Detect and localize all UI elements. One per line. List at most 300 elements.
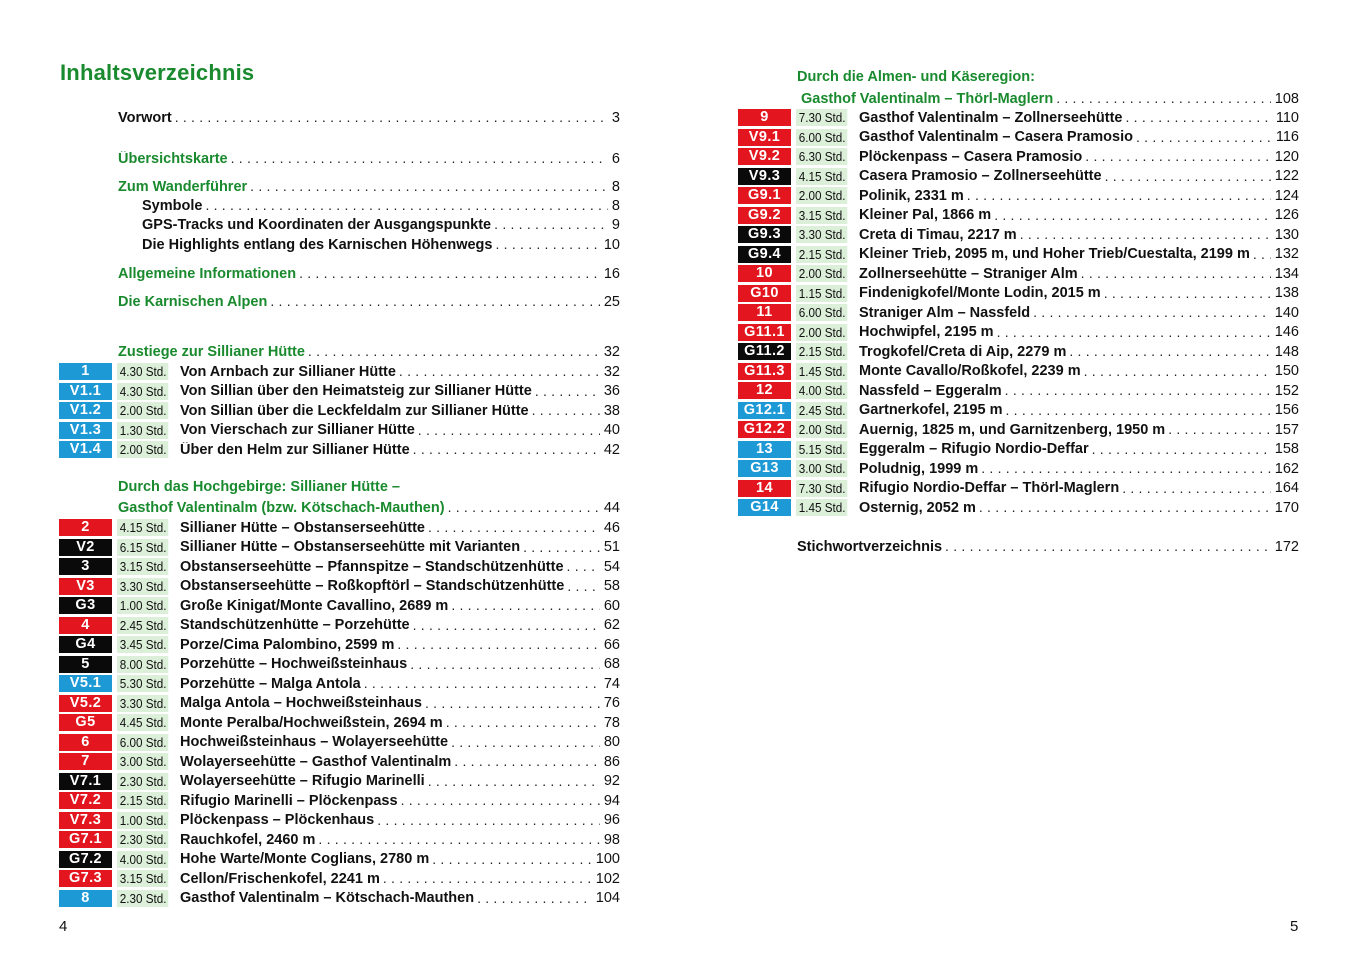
- entry-label: Trogkofel/Creta di Aip, 2279 m: [859, 343, 1067, 360]
- route-entry[interactable]: [738, 479, 1299, 499]
- entry-page: 146: [1274, 324, 1299, 341]
- route-entry[interactable]: [59, 382, 620, 402]
- route-entry[interactable]: [738, 323, 1299, 343]
- route-entry[interactable]: [59, 830, 620, 850]
- dot-leader: [425, 772, 600, 792]
- toc-entry[interactable]: [142, 215, 620, 235]
- entry-label: Standschützenhütte – Porzehütte: [180, 617, 410, 634]
- entry-page: 132: [1274, 246, 1299, 263]
- route-entry[interactable]: [59, 850, 620, 870]
- duration: 3.00 Std.: [117, 753, 168, 770]
- dot-leader: [492, 235, 599, 255]
- dot-leader: [448, 596, 600, 616]
- entry-label: Die Karnischen Alpen: [118, 293, 268, 310]
- entry-label: Zum Wanderführer: [118, 178, 248, 195]
- route-badge: 3: [59, 558, 112, 575]
- entry-label: Über den Helm zur Sillianer Hütte: [180, 441, 410, 458]
- route-badge: 8: [59, 890, 112, 907]
- route-badge: 7: [59, 753, 112, 770]
- route-badge: G13: [738, 460, 791, 477]
- entry-label: Vorwort: [118, 109, 172, 126]
- entry-page: 102: [595, 870, 620, 887]
- duration: 4.00 Std.: [796, 382, 847, 399]
- page-title: Inhaltsverzeichnis: [60, 60, 255, 85]
- duration: 2.00 Std.: [117, 441, 168, 458]
- route-badge: G9.1: [738, 187, 791, 204]
- dot-leader: [1133, 128, 1272, 148]
- toc-entry[interactable]: [118, 498, 620, 518]
- entry-label: Hohe Warte/Monte Coglians, 2780 m: [180, 851, 430, 868]
- dot-leader: [491, 215, 608, 235]
- entry-label: Gartnerkofel, 2195 m: [859, 402, 1003, 419]
- duration: 1.15 Std.: [796, 285, 847, 302]
- entry-page: 162: [1274, 460, 1299, 477]
- route-badge: V7.1: [59, 773, 112, 790]
- route-badge: 4: [59, 617, 112, 634]
- entry-page: 60: [603, 597, 620, 614]
- entry-page: 16: [603, 265, 620, 282]
- entry-label: Auernig, 1825 m, und Garnitzenberg, 1950 m: [859, 421, 1166, 438]
- route-badge: V9.1: [738, 129, 791, 146]
- route-entry[interactable]: [738, 459, 1299, 479]
- route-entry[interactable]: [59, 440, 620, 460]
- route-badge: 11: [738, 304, 791, 321]
- toc-entry[interactable]: [118, 342, 620, 362]
- entry-page: 110: [1275, 109, 1299, 126]
- entry-label: Gasthof Valentinalm (bzw. Kötschach-Mauthen): [118, 499, 445, 516]
- dot-leader: [422, 694, 600, 714]
- entry-label: Polinik, 2331 m: [859, 187, 964, 204]
- dot-leader: [1002, 401, 1270, 421]
- route-entry[interactable]: [59, 752, 620, 772]
- entry-page: 62: [603, 617, 620, 634]
- route-badge: G11.1: [738, 324, 791, 341]
- entry-label: Kleiner Trieb, 2095 m, und Hoher Trieb/Cuestalta, 2199 m: [859, 246, 1250, 263]
- duration: 1.00 Std.: [117, 597, 168, 614]
- dot-leader: [942, 537, 1271, 557]
- entry-page: 150: [1274, 363, 1299, 380]
- route-entry[interactable]: [59, 713, 620, 733]
- duration: 2.00 Std.: [796, 187, 847, 204]
- toc-entry[interactable]: [118, 108, 620, 128]
- route-badge: G9.2: [738, 207, 791, 224]
- route-entry[interactable]: [59, 889, 620, 909]
- route-badge: 12: [738, 382, 791, 399]
- entry-page: 8: [611, 178, 620, 195]
- entry-label: Monte Cavallo/Roßkofel, 2239 m: [859, 363, 1081, 380]
- route-entry[interactable]: [59, 869, 620, 889]
- page-number: 4: [59, 918, 68, 935]
- route-entry[interactable]: [738, 401, 1299, 421]
- duration: 1.30 Std.: [117, 422, 168, 439]
- entry-page: 157: [1274, 421, 1299, 438]
- dot-leader: [1119, 479, 1271, 499]
- entry-page: 140: [1274, 304, 1299, 321]
- route-entry[interactable]: [59, 557, 620, 577]
- entry-page: 74: [603, 675, 620, 692]
- route-badge: V1.2: [59, 402, 112, 419]
- route-badge: G9.3: [738, 226, 791, 243]
- duration: 3.15 Std.: [117, 558, 168, 575]
- entry-label: Cellon/Frischenkofel, 2241 m: [180, 870, 380, 887]
- entry-page: 98: [603, 831, 620, 848]
- duration: 3.30 Std.: [117, 578, 168, 595]
- dot-leader: [445, 498, 600, 518]
- duration: 2.45 Std.: [117, 617, 168, 634]
- route-entry[interactable]: [738, 108, 1299, 128]
- route-badge: V1.1: [59, 383, 112, 400]
- duration: 2.30 Std.: [117, 890, 168, 907]
- duration: 4.00 Std.: [117, 851, 168, 868]
- entry-page: 116: [1275, 129, 1299, 146]
- entry-label: Rifugio Nordio-Deffar – Thörl-Maglern: [859, 480, 1120, 497]
- entry-page: 36: [603, 383, 620, 400]
- dot-leader: [361, 674, 600, 694]
- dot-leader: [1078, 264, 1271, 284]
- entry-label: Gasthof Valentinalm – Kötschach-Mauthen: [180, 890, 475, 907]
- dot-leader: [451, 752, 600, 772]
- route-badge: G14: [738, 499, 791, 516]
- route-entry[interactable]: [59, 401, 620, 421]
- duration: 4.15 Std.: [796, 168, 847, 185]
- route-entry[interactable]: [59, 791, 620, 811]
- entry-label: Gasthof Valentinalm – Zollnerseehütte: [859, 109, 1123, 126]
- dot-leader: [394, 635, 600, 655]
- entry-page: 148: [1274, 343, 1299, 360]
- route-badge: 2: [59, 519, 112, 536]
- route-entry[interactable]: [738, 264, 1299, 284]
- entry-label: Hochweißsteinhaus – Wolayerseehütte: [180, 734, 449, 751]
- entry-label: Straniger Alm – Nassfeld: [859, 304, 1031, 321]
- dot-leader: [315, 830, 599, 850]
- entry-label: Plöckenpass – Plöckenhaus: [180, 812, 375, 829]
- entry-label: Obstanserseehütte – Roßkopftörl – Standschützenhütte: [180, 578, 565, 595]
- entry-page: 172: [1274, 538, 1299, 555]
- entry-label: Wolayerseehütte – Rifugio Marinelli: [180, 773, 425, 790]
- entry-page: 96: [603, 812, 620, 829]
- dot-leader: [1165, 420, 1271, 440]
- entry-page: 80: [603, 734, 620, 751]
- entry-page: 124: [1274, 187, 1299, 204]
- entry-page: 6: [611, 150, 620, 167]
- entry-label: Obstanserseehütte – Pfannspitze – Standschützenhütte: [180, 558, 564, 575]
- dot-leader: [1082, 147, 1271, 167]
- route-badge: V5.2: [59, 695, 112, 712]
- dot-leader: [305, 342, 600, 362]
- entry-page: 152: [1274, 382, 1299, 399]
- dot-leader: [1089, 440, 1271, 460]
- route-badge: G12.2: [738, 421, 791, 438]
- route-badge: 10: [738, 265, 791, 282]
- route-entry[interactable]: [738, 498, 1299, 518]
- dot-leader: [374, 811, 600, 831]
- entry-page: 170: [1274, 499, 1299, 516]
- dot-leader: [415, 421, 600, 441]
- route-entry[interactable]: [59, 694, 620, 714]
- entry-label: Rifugio Marinelli – Plöckenpass: [180, 792, 398, 809]
- duration: 2.15 Std.: [796, 343, 847, 360]
- route-entry[interactable]: [59, 811, 620, 831]
- dot-leader: [1101, 284, 1271, 304]
- route-entry[interactable]: [738, 167, 1299, 187]
- duration: 6.00 Std.: [796, 129, 847, 146]
- route-entry[interactable]: [59, 362, 620, 382]
- dot-leader: [1066, 342, 1270, 362]
- route-entry[interactable]: [738, 420, 1299, 440]
- duration: 5.15 Std.: [796, 441, 847, 458]
- entry-page: 78: [603, 714, 620, 731]
- duration: 5.30 Std.: [117, 675, 168, 692]
- route-badge: G7.3: [59, 870, 112, 887]
- duration: 3.15 Std.: [117, 870, 168, 887]
- entry-label: Monte Peralba/Hochweißstein, 2694 m: [180, 714, 443, 731]
- entry-label: Gasthof Valentinalm – Thörl-Maglern: [801, 90, 1054, 107]
- entry-label: Allgemeine Informationen: [118, 265, 297, 282]
- entry-page: 86: [603, 753, 620, 770]
- entry-label: Plöckenpass – Casera Pramosio: [859, 148, 1083, 165]
- dot-leader: [398, 791, 600, 811]
- route-badge: 1: [59, 363, 112, 380]
- dot-leader: [991, 206, 1271, 226]
- route-entry[interactable]: [59, 596, 620, 616]
- entry-page: 138: [1274, 285, 1299, 302]
- route-entry[interactable]: [59, 616, 620, 636]
- route-entry[interactable]: [738, 342, 1299, 362]
- route-badge: V1.4: [59, 441, 112, 458]
- route-badge: V2: [59, 539, 112, 556]
- entry-page: 42: [603, 441, 620, 458]
- entry-label: Gasthof Valentinalm – Casera Pramosio: [859, 129, 1133, 146]
- route-badge: 9: [738, 109, 791, 126]
- route-badge: V3: [59, 578, 112, 595]
- route-entry[interactable]: [738, 128, 1299, 148]
- entry-page: 8: [611, 197, 620, 214]
- entry-label: GPS-Tracks und Koordinaten der Ausgangspunkte: [142, 216, 492, 233]
- entry-page: 44: [603, 499, 620, 516]
- route-badge: G11.3: [738, 363, 791, 380]
- dot-leader: [410, 440, 600, 460]
- duration: 6.30 Std.: [796, 148, 847, 165]
- entry-label: Stichwortverzeichnis: [797, 538, 943, 555]
- toc-entry[interactable]: [118, 149, 620, 169]
- duration: 4.15 Std.: [117, 519, 168, 536]
- entry-label: Von Sillian über den Heimatsteig zur Sillianer Hütte: [180, 383, 532, 400]
- dot-leader: [1017, 225, 1271, 245]
- dot-leader: [564, 577, 600, 597]
- entry-label: Sillianer Hütte – Obstanserseehütte mit Varianten: [180, 539, 521, 556]
- entry-label: Osternig, 2052 m: [859, 499, 976, 516]
- right-page: [680, 0, 1359, 969]
- duration: 2.00 Std.: [117, 402, 168, 419]
- entry-label: Große Kinigat/Monte Cavallino, 2689 m: [180, 597, 449, 614]
- dot-leader: [520, 538, 600, 558]
- toc-entry[interactable]: [801, 89, 1299, 109]
- route-entry[interactable]: [59, 577, 620, 597]
- dot-leader: [529, 401, 600, 421]
- entry-label: Zollnerseehütte – Straniger Alm: [859, 265, 1078, 282]
- route-entry[interactable]: [59, 538, 620, 558]
- entry-label: Findenigkofel/Monte Lodin, 2015 m: [859, 285, 1101, 302]
- duration: 2.15 Std.: [117, 792, 168, 809]
- duration: 2.45 Std.: [796, 402, 847, 419]
- entry-page: 38: [603, 402, 620, 419]
- toc-entry[interactable]: [118, 177, 620, 197]
- dot-leader: [228, 149, 608, 169]
- entry-label: Zustiege zur Sillianer Hütte: [118, 343, 305, 360]
- entry-page: 58: [603, 578, 620, 595]
- toc-entry[interactable]: [797, 537, 1299, 557]
- entry-page: 122: [1274, 168, 1299, 185]
- duration: 3.45 Std.: [117, 636, 168, 653]
- route-badge: G3: [59, 597, 112, 614]
- dot-leader: [1030, 303, 1271, 323]
- entry-label: Rauchkofel, 2460 m: [180, 831, 316, 848]
- dot-leader: [564, 557, 600, 577]
- duration: 1.00 Std.: [117, 812, 168, 829]
- duration: 4.45 Std.: [117, 714, 168, 731]
- duration: 1.45 Std.: [796, 499, 847, 516]
- section-heading: Durch die Almen- und Käseregion:: [797, 69, 1035, 85]
- entry-page: 76: [603, 695, 620, 712]
- route-badge: G12.1: [738, 402, 791, 419]
- duration: 6.00 Std.: [117, 734, 168, 751]
- duration: 4.30 Std.: [117, 363, 168, 380]
- entry-label: Poludnig, 1999 m: [859, 460, 979, 477]
- entry-page: 164: [1274, 480, 1299, 497]
- route-entry[interactable]: [738, 440, 1299, 460]
- route-entry[interactable]: [59, 733, 620, 753]
- entry-page: 130: [1274, 226, 1299, 243]
- duration: 3.00 Std.: [796, 460, 847, 477]
- route-entry[interactable]: [738, 186, 1299, 206]
- toc-entry[interactable]: [142, 235, 620, 255]
- route-entry[interactable]: [59, 635, 620, 655]
- dot-leader: [296, 264, 600, 284]
- dot-leader: [976, 498, 1271, 518]
- entry-page: 108: [1274, 90, 1299, 107]
- entry-label: Nassfeld – Eggeralm: [859, 382, 1002, 399]
- entry-label: Sillianer Hütte – Obstanserseehütte: [180, 519, 425, 536]
- dot-leader: [474, 889, 592, 909]
- dot-leader: [425, 518, 600, 538]
- entry-label: Hochwipfel, 2195 m: [859, 324, 994, 341]
- toc-entry[interactable]: [118, 264, 620, 284]
- route-badge: 14: [738, 480, 791, 497]
- duration: 4.30 Std.: [117, 383, 168, 400]
- entry-page: 51: [603, 539, 620, 556]
- route-badge: G10: [738, 285, 791, 302]
- route-entry[interactable]: [738, 303, 1299, 323]
- entry-label: Malga Antola – Hochweißsteinhaus: [180, 695, 422, 712]
- entry-page: 100: [595, 851, 620, 868]
- route-entry[interactable]: [738, 245, 1299, 265]
- entry-page: 32: [603, 343, 620, 360]
- route-entry[interactable]: [59, 655, 620, 675]
- entry-label: Porze/Cima Palombino, 2599 m: [180, 636, 395, 653]
- duration: 6.00 Std.: [796, 304, 847, 321]
- entry-page: 3: [611, 109, 620, 126]
- entry-label: Kleiner Pal, 1866 m: [859, 207, 992, 224]
- dot-leader: [1002, 381, 1271, 401]
- entry-label: Wolayerseehütte – Gasthof Valentinalm: [180, 753, 452, 770]
- dot-leader: [1081, 362, 1271, 382]
- route-badge: G7.1: [59, 831, 112, 848]
- route-entry[interactable]: [59, 772, 620, 792]
- duration: 8.00 Std.: [117, 656, 168, 673]
- route-entry[interactable]: [738, 284, 1299, 304]
- entry-page: 40: [603, 422, 620, 439]
- route-entry[interactable]: [738, 147, 1299, 167]
- route-badge: G7.2: [59, 851, 112, 868]
- route-entry[interactable]: [738, 362, 1299, 382]
- entry-label: Symbole: [142, 197, 203, 214]
- route-badge: V1.3: [59, 422, 112, 439]
- duration: 2.00 Std.: [796, 265, 847, 282]
- entry-page: 10: [603, 236, 620, 253]
- entry-page: 54: [603, 558, 620, 575]
- route-entry[interactable]: [59, 674, 620, 694]
- dot-leader: [396, 362, 600, 382]
- entry-label: Übersichtskarte: [118, 150, 228, 167]
- entry-page: 25: [603, 293, 620, 310]
- route-entry[interactable]: [738, 381, 1299, 401]
- entry-page: 92: [603, 773, 620, 790]
- route-entry[interactable]: [738, 225, 1299, 245]
- page-number: 5: [1290, 918, 1299, 935]
- toc-entry[interactable]: [118, 292, 620, 312]
- duration: 3.15 Std.: [796, 207, 847, 224]
- route-badge: V9.2: [738, 148, 791, 165]
- route-entry[interactable]: [738, 206, 1299, 226]
- duration: 3.30 Std.: [796, 226, 847, 243]
- route-badge: 13: [738, 441, 791, 458]
- route-badge: G4: [59, 636, 112, 653]
- entry-page: 9: [611, 216, 620, 233]
- route-badge: G5: [59, 714, 112, 731]
- dot-leader: [429, 850, 592, 870]
- duration: 7.30 Std.: [796, 480, 847, 497]
- route-entry[interactable]: [59, 421, 620, 441]
- entry-page: 32: [603, 363, 620, 380]
- duration: 2.15 Std.: [796, 246, 847, 263]
- dot-leader: [267, 292, 600, 312]
- entry-page: 156: [1274, 402, 1299, 419]
- route-badge: V9.3: [738, 168, 791, 185]
- entry-page: 104: [595, 890, 620, 907]
- toc-entry[interactable]: [142, 196, 620, 216]
- duration: 2.30 Std.: [117, 773, 168, 790]
- duration: 6.15 Std.: [117, 539, 168, 556]
- duration: 2.00 Std.: [796, 421, 847, 438]
- route-entry[interactable]: [59, 518, 620, 538]
- route-badge: V7.2: [59, 792, 112, 809]
- duration: 1.45 Std.: [796, 363, 847, 380]
- route-badge: G11.2: [738, 343, 791, 360]
- entry-page: 126: [1274, 207, 1299, 224]
- dot-leader: [1250, 245, 1271, 265]
- section-heading: Durch das Hochgebirge: Sillianer Hütte –: [118, 479, 400, 495]
- entry-page: 120: [1274, 148, 1299, 165]
- route-badge: 6: [59, 734, 112, 751]
- entry-label: Von Vierschach zur Sillianer Hütte: [180, 422, 415, 439]
- dot-leader: [448, 733, 600, 753]
- dot-leader: [1053, 89, 1271, 109]
- route-badge: V5.1: [59, 675, 112, 692]
- entry-label: Porzehütte – Hochweißsteinhaus: [180, 656, 408, 673]
- dot-leader: [532, 382, 600, 402]
- dot-leader: [202, 196, 607, 216]
- entry-label: Porzehütte – Malga Antola: [180, 675, 361, 692]
